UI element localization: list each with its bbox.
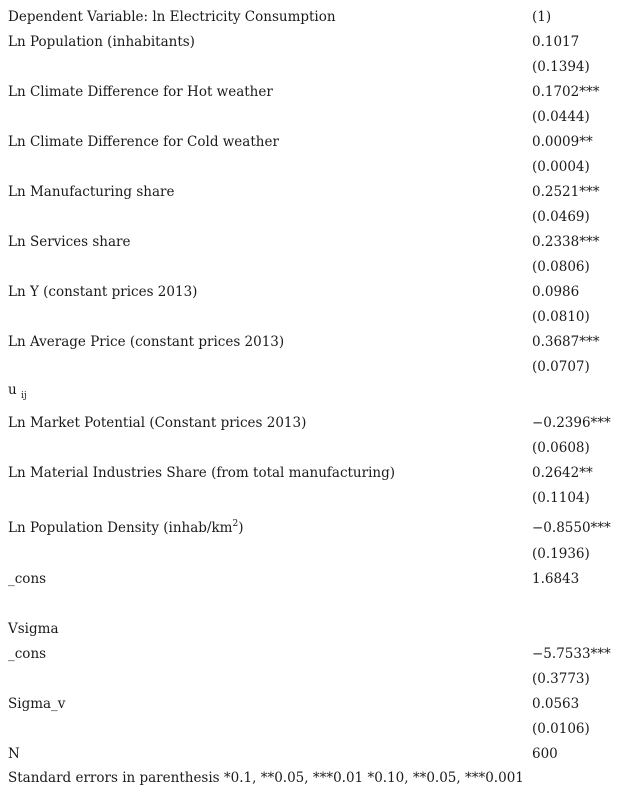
standard-error: (0.0004) <box>532 159 590 175</box>
coefficient: 0.1702*** <box>532 84 600 100</box>
variable-label: Ln Climate Difference for Hot weather <box>8 84 273 100</box>
variable-label: Ln Market Potential (Constant prices 2013) <box>8 415 307 431</box>
density-label: Ln Population Density (inhab/km <box>8 520 233 536</box>
standard-error: (0.0469) <box>532 209 590 225</box>
coefficient: 0.2521*** <box>532 184 600 200</box>
standard-error: (0.1936) <box>532 546 590 562</box>
coefficient: 0.3687*** <box>532 334 600 350</box>
coefficient: 0.0563 <box>532 696 580 712</box>
coefficient: 0.2642** <box>532 465 593 481</box>
standard-error: (0.0608) <box>532 440 590 456</box>
coefficient: 0.0986 <box>532 284 580 300</box>
density-superscript: 2 <box>232 519 239 529</box>
uij-subscript: ij <box>21 391 27 401</box>
variable-label: Ln Manufacturing share <box>8 184 175 200</box>
variable-label: _cons <box>8 646 47 662</box>
coefficient: −5.7533*** <box>532 646 611 662</box>
coefficient: 1.6843 <box>532 571 580 587</box>
coefficient: 0.0009** <box>532 134 593 150</box>
variable-label: _cons <box>8 571 47 587</box>
variable-label: Ln Services share <box>8 234 131 250</box>
standard-error: (0.0106) <box>532 721 590 737</box>
column-header: (1) <box>532 9 552 25</box>
variable-label: Sigma_v <box>8 696 66 712</box>
variable-label: Ln Population (inhabitants) <box>8 34 195 50</box>
variable-label: Ln Material Industries Share (from total manufacturing) <box>8 465 395 481</box>
standard-error: (0.0806) <box>532 259 590 275</box>
observations-value: 600 <box>532 746 558 762</box>
variable-label: Ln Y (constant prices 2013) <box>8 284 198 300</box>
observations-label: N <box>8 746 20 762</box>
variable-label: Ln Climate Difference for Cold weather <box>8 134 279 150</box>
coefficient: −0.8550*** <box>532 520 611 536</box>
table-footnote: Standard errors in parenthesis *0.1, **0.05, ***0.01 *0.10, **0.05, ***0.001 <box>8 770 524 786</box>
coefficient: 0.2338*** <box>532 234 600 250</box>
standard-error: (0.1104) <box>532 490 590 506</box>
standard-error: (0.0707) <box>532 359 590 375</box>
variable-label: Ln Average Price (constant prices 2013) <box>8 334 285 350</box>
coefficient: −0.2396*** <box>532 415 611 431</box>
uij-base: u <box>8 382 17 398</box>
coefficient: 0.1017 <box>532 34 580 50</box>
density-close: ) <box>238 520 244 536</box>
standard-error: (0.0810) <box>532 309 590 325</box>
dependent-variable-label: Dependent Variable: ln Electricity Consumption <box>8 9 336 25</box>
standard-error: (0.0444) <box>532 109 590 125</box>
regression-table: Dependent Variable: ln Electricity Consumption (1) Ln Population (inhabitants) 0.1017 (0.1394) Ln Climate Difference for Hot weather 0.1702*** (0.0444) Ln Climate Difference for Cold weather 0.0009** (0.0004) Ln Manufacturing share 0.2521*** (0.0469) Ln Services share 0.2338*** (0.0806) Ln Y (constant prices 2013) 0.0986 (0.0810) Ln Average Price (constant prices 2013) 0.3687*** (0.0707) u $_{ij}$ Ln Market Potential (Constant prices 2013) −0.2396*** (0.0608) Ln Material Industries Share (from total manufacturing) 0.2642** (0.1104) Ln Population Density $(inhab/km^2)$ −0.8550*** (0.1936) _cons 1.6843 Vsigma _cons −5.7533*** (0.3773) Sigma_v 0.0563 (0.0106) N 600 Standard errors in parenthesis *0.1, **0.05, ***0.01 *0.10, **0.05, ***0.001 <box>8 9 611 786</box>
standard-error: (0.1394) <box>532 59 590 75</box>
standard-error: (0.3773) <box>532 671 590 687</box>
